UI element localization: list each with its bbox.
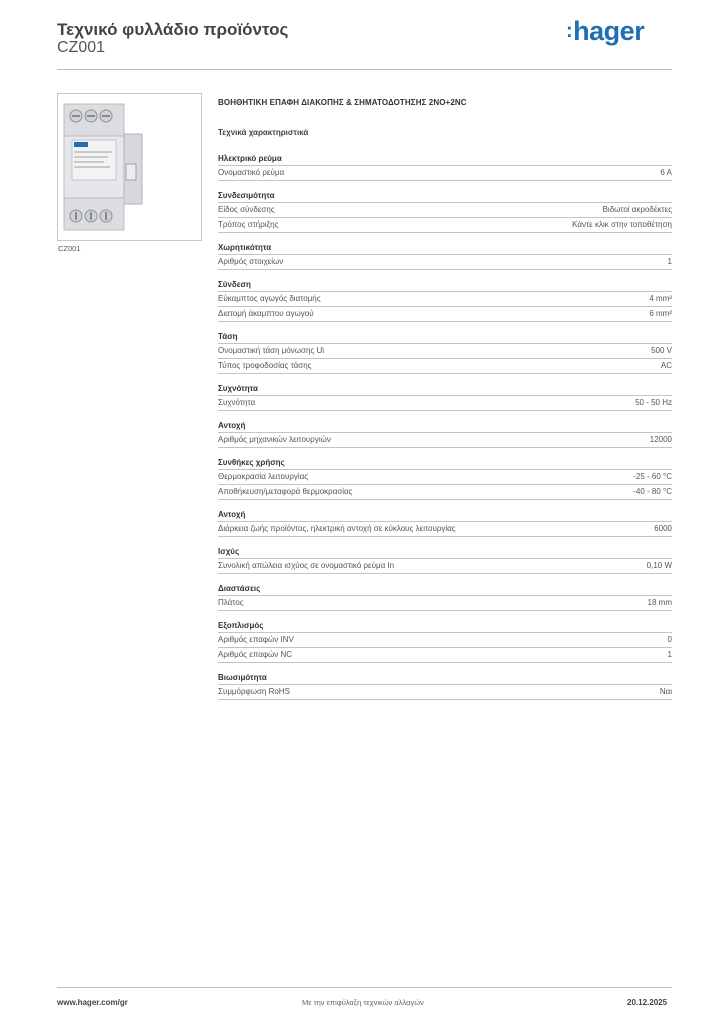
- spec-section: [218, 457, 672, 500]
- section-title: Συχνότητα: [218, 383, 672, 396]
- spec-label: Συχνότητα: [218, 398, 256, 407]
- spec-value: 18 mm: [647, 598, 672, 607]
- section-title: Εξοπλισμός: [218, 620, 672, 633]
- spec-row: [218, 203, 672, 218]
- spec-row: [218, 633, 672, 648]
- footer-notice: Με την επιφύλαξη τεχνικών αλλαγών: [302, 998, 424, 1007]
- spec-heading: Τεχνικά χαρακτηριστικά: [218, 128, 309, 137]
- spec-value: 1: [667, 257, 672, 266]
- spec-row: [218, 522, 672, 537]
- spec-label: Τρόπος στήριξης: [218, 220, 279, 229]
- spec-row: [218, 344, 672, 359]
- section-title: Ισχύς: [218, 546, 672, 559]
- spec-row: [218, 359, 672, 374]
- spec-label: Αριθμός στοιχείων: [218, 257, 284, 266]
- spec-section: [218, 190, 672, 233]
- document-title: ΒΟΗΘΗΤΙΚΗ ΕΠΑΦΗ ΔΙΑΚΟΠΗΣ & ΣΗΜΑΤΟΔΟΤΗΣΗΣ 2NO+2NC: [218, 98, 467, 107]
- spec-row: [218, 292, 672, 307]
- section-title: Συνθήκες χρήσης: [218, 457, 672, 470]
- product-image: [57, 93, 202, 241]
- section-title: Χωρητικότητα: [218, 242, 672, 255]
- spec-label: Διατομή άκαμπτου αγωγού: [218, 309, 314, 318]
- spec-sheet: [218, 97, 672, 709]
- spec-row: [218, 433, 672, 448]
- spec-value: 6 A: [660, 168, 672, 177]
- spec-label: Αποθήκευση/μεταφορά θερμοκρασίας: [218, 487, 353, 496]
- spec-value: 1: [667, 650, 672, 659]
- section-title: Συνδεσιμότητα: [218, 190, 672, 203]
- spec-value: 0: [667, 635, 672, 644]
- hager-logo: [566, 16, 644, 47]
- spec-row: [218, 218, 672, 233]
- page-title: Τεχνικό φυλλάδιο προϊόντος: [57, 20, 289, 39]
- spec-label: Πλάτος: [218, 598, 244, 607]
- section-title: Διαστάσεις: [218, 583, 672, 596]
- spec-section: [218, 420, 672, 448]
- spec-row: [218, 396, 672, 411]
- spec-value: -40 - 80 °C: [633, 487, 672, 496]
- spec-label: Αριθμός επαφών NC: [218, 650, 293, 659]
- spec-label: Συνολική απώλεια ισχύος σε ονομαστικό ρεύμα In: [218, 561, 395, 570]
- spec-row: [218, 166, 672, 181]
- footer-divider: [57, 987, 672, 988]
- product-illustration-icon: [58, 94, 201, 240]
- spec-label: Εύκαμπτος αγωγός διατομής: [218, 294, 321, 303]
- header-divider: [57, 69, 672, 70]
- spec-section: [218, 583, 672, 611]
- section-title: Ηλεκτρικό ρεύμα: [218, 153, 672, 166]
- spec-row: [218, 596, 672, 611]
- product-caption: CZ001: [58, 244, 81, 253]
- spec-section: [218, 509, 672, 537]
- spec-row: [218, 485, 672, 500]
- spec-row: [218, 559, 672, 574]
- spec-label: Συμμόρφωση RoHS: [218, 687, 290, 696]
- spec-label: Ονομαστική τάση μόνωσης Ui: [218, 346, 325, 355]
- spec-value: AC: [660, 361, 672, 370]
- spec-section: [218, 546, 672, 574]
- footer-date: 20.12.2025: [627, 998, 668, 1007]
- spec-value: 50 - 50 Hz: [635, 398, 672, 407]
- section-title: Αντοχή: [218, 509, 672, 522]
- spec-label: Ονομαστικό ρεύμα: [218, 168, 285, 177]
- spec-value: -25 - 60 °C: [633, 472, 672, 481]
- spec-label: Είδος σύνδεσης: [218, 205, 275, 214]
- spec-sections: [218, 153, 672, 700]
- spec-label: Θερμοκρασία λειτουργίας: [218, 472, 309, 481]
- spec-section: [218, 672, 672, 700]
- section-title: Αντοχή: [218, 420, 672, 433]
- footer-website: www.hager.com/gr: [57, 998, 128, 1007]
- spec-label: Τύπος τροφοδοσίας τάσης: [218, 361, 312, 370]
- spec-label: Διάρκεια ζωής προϊόντος, ηλεκτρική αντοχή σε κύκλους λειτουργίας: [218, 524, 456, 533]
- logo-text: hager: [573, 16, 645, 46]
- spec-section: [218, 383, 672, 411]
- spec-value: 12000: [649, 435, 672, 444]
- spec-section: [218, 279, 672, 322]
- spec-value: 6 mm²: [649, 309, 672, 318]
- spec-value: Ναι: [659, 687, 672, 696]
- spec-label: Αριθμός επαφών INV: [218, 635, 294, 644]
- spec-value: 4 mm²: [649, 294, 672, 303]
- spec-row: [218, 470, 672, 485]
- spec-section: [218, 153, 672, 181]
- spec-value: 6000: [654, 524, 672, 533]
- spec-row: [218, 685, 672, 700]
- spec-row: [218, 648, 672, 663]
- logo-colon-icon: :: [566, 20, 573, 42]
- spec-section: [218, 331, 672, 374]
- product-code: CZ001: [57, 39, 106, 56]
- spec-label: Αριθμός μηχανικών λειτουργιών: [218, 435, 331, 444]
- spec-value: Βιδωτοί ακροδέκτες: [602, 205, 672, 214]
- spec-row: [218, 255, 672, 270]
- section-title: Βιωσιμότητα: [218, 672, 672, 685]
- spec-value: 500 V: [651, 346, 672, 355]
- section-title: Τάση: [218, 331, 672, 344]
- spec-section: [218, 620, 672, 663]
- spec-value: Κάντε κλικ στην τοποθέτηση: [572, 220, 672, 229]
- spec-section: [218, 242, 672, 270]
- spec-value: 0,10 W: [646, 561, 672, 570]
- section-title: Σύνδεση: [218, 279, 672, 292]
- spec-row: [218, 307, 672, 322]
